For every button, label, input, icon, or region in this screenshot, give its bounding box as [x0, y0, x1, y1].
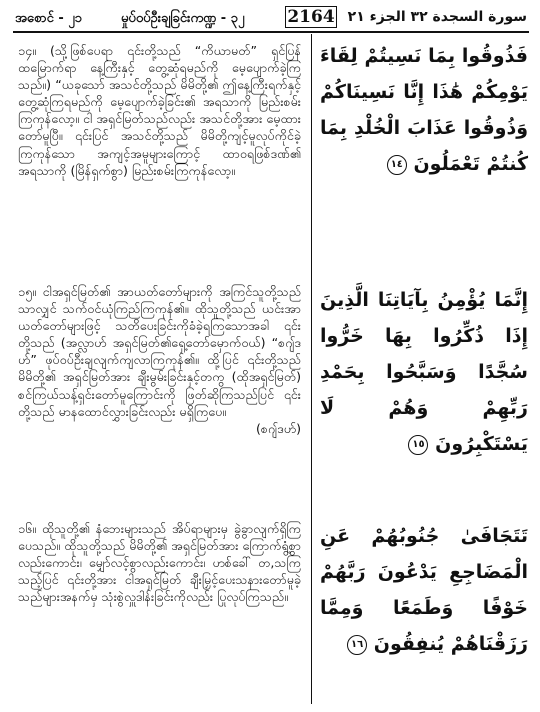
arabic-text: تَتَجَافَىٰ جُنُوبُهُمْ عَنِ الْمَضَاجِعِ يَدْعُونَ رَبَّهُمْ خَوْفًا وَطَمَعًا وَمِمَّا رَزَقْنَاهُمْ يُنفِقُونَ [320, 525, 528, 655]
ayah-number-marker: ١٥ [408, 435, 428, 455]
arabic-surah-title: سورة السجدة ٣٢ الجزء ٢١ [347, 9, 527, 25]
arabic-verse-15 [320, 282, 528, 462]
surah-label: မှုပ်ဝပ်ဦးချခြင်းကဏ္ဍ - ၃၂ [121, 11, 245, 26]
translation-block-15 [18, 283, 301, 437]
ayah-number-marker: ١٤ [387, 155, 407, 175]
translation-block-14 [18, 42, 301, 179]
chapter-label: အစောင် - ၂၁ [15, 11, 83, 26]
translation-paragraph: ၁၄။ (သို့ဖြစ်ပေရာ ၎င်းတို့သည် “ကိယာမတ်” ရှင်ပြန်ထမြောက်ရာ နေ့ကြီးနှင့် တွေ့ဆုံရမည်ကို မေ့ပျောက်ခဲ့ကြသည်။) “ယခုသော် အသင်တို့သည် မိမိတို့၏ ဤနေ့ကြီးရက်နှင့် တွေ့ဆုံကြရမည်ကို မေ့ပျောက်ခဲ့ခြင်း၏ အရသာကို မြည်းစမ်းကြကုန်လော့။ ငါ အရှင်မြတ်သည်လည်း အသင်တို့အား မေ့ထားတော်မူပြီ။ ၎င်းပြင် အသင်တို့သည် မိမိတို့ကျင့်မူလုပ်ကိုင်ခဲ့ကြကုန်သော အကျင့်အမူများကြောင့် ထာဝရဖြစ်ဒဏ်၏ အရသာကို (မြိန်ရှက်စွာ) မြည်းစမ်းကြကုန်လော့။ [18, 43, 301, 178]
column-divider [311, 34, 312, 704]
verse-note: (စဂျ်ဒဟ်) [256, 420, 301, 436]
page-header [13, 6, 529, 32]
arabic-verse-14 [320, 38, 528, 182]
translation-paragraph: ၁၅။ ငါအရှင်မြတ်၏ အာယတ်တော်များကို အကြင်သူတို့သည်သာလျှင် သက်ဝင်ယုံကြည်ကြကုန်၏။ ထိုသူတို့သည် ယင်းအာယတ်တော်များဖြင့် သတိပေးခြင်းကိုခံခဲ့ရကြသောအခါ ၎င်းတို့သည် (အလ္လာဟ် အရှင်မြတ်၏ရှေ့တော်မှောက်ဝယ်) “စဂျ်ဒဟ်” ဖုပ်ဝပ်ဦးချလျက်ကျလာကြကုန်၏။ ထို့ပြင် ၎င်းတို့သည် မိမိတို့၏ အရှင်မြတ်အား ချီးမွမ်းခြင်းနှင့်တကွ (ထိုအရှင်မြတ်) စင်ကြယ်သန့်ရှင်းတော်မူကြောင်းကို ဖြတ်ဆိုကြသည်ပြင် ၎င်းတို့သည် မာနထောင်လွှားခြင်းလည်း မရှိကြပေ။ [18, 284, 301, 419]
header-divider [13, 31, 529, 33]
arabic-text: إِنَّمَا يُؤْمِنُ بِآيَاتِنَا الَّذِينَ إِذَا ذُكِّرُوا بِهَا خَرُّوا سُجَّدًا وَسَبَّحُوا بِحَمْدِ رَبِّهِمْ وَهُمْ لَا يَسْتَكْبِرُونَ [320, 289, 528, 455]
translation-block-16 [18, 520, 301, 605]
ayah-number-marker: ١٦ [347, 635, 367, 655]
page-number: 2164 [285, 6, 337, 28]
arabic-verse-16 [320, 518, 528, 662]
translation-paragraph: ၁၆။ ထိုသူတို့၏ နံဘေးများသည် အိပ်ရာများမှ ခွဲခွာလျက်ရှိကြပေသည်။ ထိုသူတို့သည် မိမိတို့၏ အရှင်မြတ်အား ကြောက်ရွံ့စွာလည်းကောင်း၊ မျှော်လင့်စွာလည်းကောင်း၊ ဟစ်ခေါ် တ,သကြသည့်ပြင် ၎င်းတို့အား ငါအရှင်မြတ် ချီးမြှင့်ပေးသနားတော်မူခဲ့သည်များအနက်မှ သုံးစွဲလှူဒါန်းခြင်းကိုလည်း ပြုလုပ်ကြသည်။ [18, 521, 301, 605]
arabic-text: فَذُوقُوا بِمَا نَسِيتُمْ لِقَاءَ يَوْمِكُمْ هَٰذَا إِنَّا نَسِينَاكُمْ وَذُوقُوا عَذَابَ الْخُلْدِ بِمَا كُنتُمْ تَعْمَلُونَ [320, 45, 528, 175]
